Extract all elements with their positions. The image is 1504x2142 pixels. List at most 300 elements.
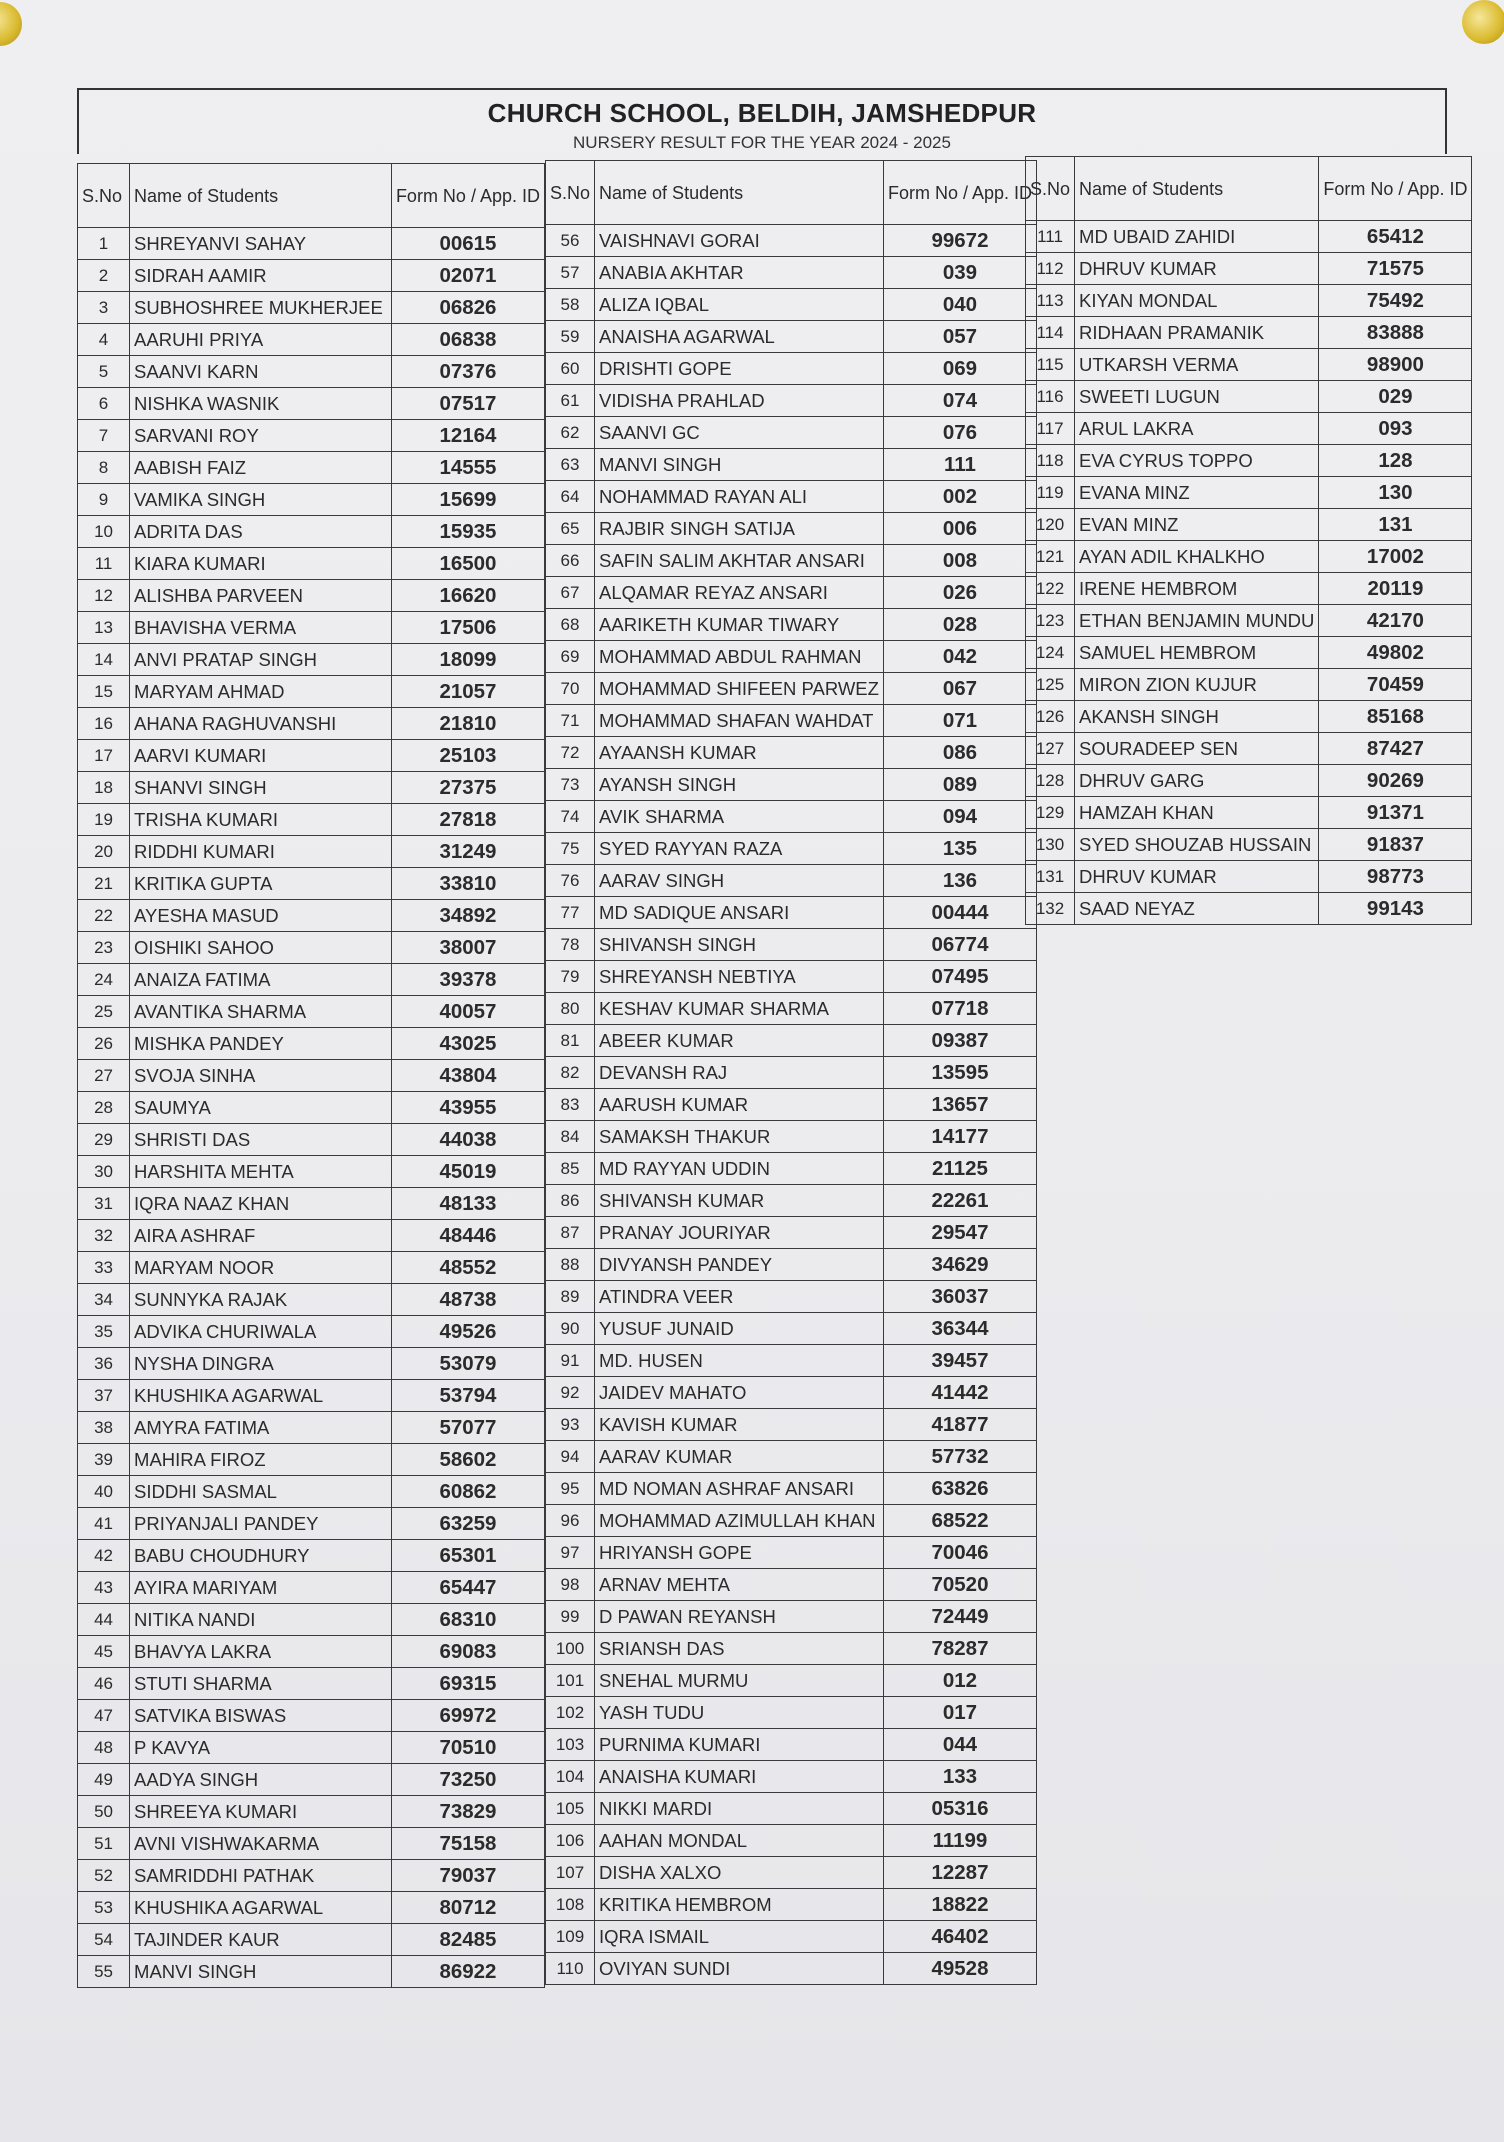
column-header-name: Name of Students — [1075, 157, 1319, 221]
form-number: 45019 — [391, 1156, 544, 1188]
student-name: AIRA ASHRAF — [130, 1220, 392, 1252]
table-row — [78, 836, 545, 868]
student-name: ADVIKA CHURIWALA — [130, 1316, 392, 1348]
table-row — [1026, 509, 1472, 541]
row-sno: 69 — [546, 641, 595, 673]
row-sno: 126 — [1026, 701, 1075, 733]
form-number: 06774 — [883, 929, 1036, 961]
form-number: 029 — [1319, 381, 1472, 413]
student-name: JAIDEV MAHATO — [595, 1377, 884, 1409]
table-row — [78, 1476, 545, 1508]
form-number: 21057 — [391, 676, 544, 708]
form-number: 006 — [883, 513, 1036, 545]
student-name: EVA CYRUS TOPPO — [1075, 445, 1319, 477]
table-row — [78, 772, 545, 804]
student-name: SAMAKSH THAKUR — [595, 1121, 884, 1153]
form-number: 75492 — [1319, 285, 1472, 317]
student-name: ANVI PRATAP SINGH — [130, 644, 392, 676]
form-number: 089 — [883, 769, 1036, 801]
row-sno: 35 — [78, 1316, 130, 1348]
table-row — [546, 1537, 1037, 1569]
row-sno: 100 — [546, 1633, 595, 1665]
result-table-block-2 — [545, 160, 1037, 1985]
table-row — [78, 932, 545, 964]
row-sno: 45 — [78, 1636, 130, 1668]
column-header-sno: S.No — [546, 161, 595, 225]
student-name: KRITIKA HEMBROM — [595, 1889, 884, 1921]
table-row — [546, 1857, 1037, 1889]
table-row — [78, 740, 545, 772]
row-sno: 41 — [78, 1508, 130, 1540]
student-name: P KAVYA — [130, 1732, 392, 1764]
student-name: AKANSH SINGH — [1075, 701, 1319, 733]
student-name: SIDDHI SASMAL — [130, 1476, 392, 1508]
student-name: SWEETI LUGUN — [1075, 381, 1319, 413]
form-number: 33810 — [391, 868, 544, 900]
table-row — [546, 481, 1037, 513]
table-row — [78, 1732, 545, 1764]
row-sno: 18 — [78, 772, 130, 804]
table-row — [546, 545, 1037, 577]
form-number: 49526 — [391, 1316, 544, 1348]
student-name: ANAISHA AGARWAL — [595, 321, 884, 353]
row-sno: 96 — [546, 1505, 595, 1537]
row-sno: 62 — [546, 417, 595, 449]
table-row — [1026, 381, 1472, 413]
student-name: KHUSHIKA AGARWAL — [130, 1892, 392, 1924]
row-sno: 99 — [546, 1601, 595, 1633]
student-name: DHRUV KUMAR — [1075, 861, 1319, 893]
row-sno: 12 — [78, 580, 130, 612]
row-sno: 8 — [78, 452, 130, 484]
form-number: 133 — [883, 1761, 1036, 1793]
form-number: 40057 — [391, 996, 544, 1028]
form-number: 044 — [883, 1729, 1036, 1761]
form-number: 074 — [883, 385, 1036, 417]
student-name: VAMIKA SINGH — [130, 484, 392, 516]
row-sno: 125 — [1026, 669, 1075, 701]
table-row — [546, 1121, 1037, 1153]
form-number: 46402 — [883, 1921, 1036, 1953]
row-sno: 107 — [546, 1857, 595, 1889]
table-row — [1026, 797, 1472, 829]
table-row — [1026, 893, 1472, 925]
table-row — [78, 356, 545, 388]
student-name: PURNIMA KUMARI — [595, 1729, 884, 1761]
table-row — [78, 1540, 545, 1572]
form-number: 067 — [883, 673, 1036, 705]
row-sno: 77 — [546, 897, 595, 929]
table-row — [78, 868, 545, 900]
row-sno: 52 — [78, 1860, 130, 1892]
row-sno: 46 — [78, 1668, 130, 1700]
student-name: SAFIN SALIM AKHTAR ANSARI — [595, 545, 884, 577]
form-number: 53079 — [391, 1348, 544, 1380]
form-number: 53794 — [391, 1380, 544, 1412]
row-sno: 83 — [546, 1089, 595, 1121]
row-sno: 90 — [546, 1313, 595, 1345]
row-sno: 7 — [78, 420, 130, 452]
row-sno: 66 — [546, 545, 595, 577]
form-number: 071 — [883, 705, 1036, 737]
form-number: 06838 — [391, 324, 544, 356]
student-name: ANAIZA FATIMA — [130, 964, 392, 996]
student-name: MAHIRA FIROZ — [130, 1444, 392, 1476]
pushpin-icon — [1462, 0, 1504, 44]
student-name: AARUHI PRIYA — [130, 324, 392, 356]
student-name: DHRUV GARG — [1075, 765, 1319, 797]
form-number: 15935 — [391, 516, 544, 548]
form-number: 094 — [883, 801, 1036, 833]
student-name: MOHAMMAD ABDUL RAHMAN — [595, 641, 884, 673]
student-name: UTKARSH VERMA — [1075, 349, 1319, 381]
student-name: MD RAYYAN UDDIN — [595, 1153, 884, 1185]
form-number: 042 — [883, 641, 1036, 673]
form-number: 69315 — [391, 1668, 544, 1700]
table-row — [1026, 829, 1472, 861]
table-row — [78, 452, 545, 484]
row-sno: 32 — [78, 1220, 130, 1252]
student-name: KIARA KUMARI — [130, 548, 392, 580]
student-name: SUNNYKA RAJAK — [130, 1284, 392, 1316]
column-header-form: Form No / App. ID — [391, 164, 544, 228]
row-sno: 55 — [78, 1956, 130, 1988]
table-row — [78, 484, 545, 516]
table-row — [78, 548, 545, 580]
table-row — [78, 612, 545, 644]
form-number: 69972 — [391, 1700, 544, 1732]
table-row — [1026, 253, 1472, 285]
table-row — [78, 1028, 545, 1060]
form-number: 128 — [1319, 445, 1472, 477]
student-name: TRISHA KUMARI — [130, 804, 392, 836]
form-number: 21810 — [391, 708, 544, 740]
form-number: 07517 — [391, 388, 544, 420]
table-row — [1026, 477, 1472, 509]
form-number: 130 — [1319, 477, 1472, 509]
form-number: 017 — [883, 1697, 1036, 1729]
table-row — [546, 1921, 1037, 1953]
student-name: MOHAMMAD AZIMULLAH KHAN — [595, 1505, 884, 1537]
student-name: ANABIA AKHTAR — [595, 257, 884, 289]
result-table-block-1 — [77, 163, 545, 1988]
form-number: 57732 — [883, 1441, 1036, 1473]
student-name: SOURADEEP SEN — [1075, 733, 1319, 765]
row-sno: 22 — [78, 900, 130, 932]
form-number: 17002 — [1319, 541, 1472, 573]
form-number: 18822 — [883, 1889, 1036, 1921]
student-name: SHREYANVI SAHAY — [130, 228, 392, 260]
form-number: 12164 — [391, 420, 544, 452]
table-row — [78, 1572, 545, 1604]
student-name: D PAWAN REYANSH — [595, 1601, 884, 1633]
column-header-form: Form No / App. ID — [883, 161, 1036, 225]
student-name: KRITIKA GUPTA — [130, 868, 392, 900]
row-sno: 79 — [546, 961, 595, 993]
form-number: 65412 — [1319, 221, 1472, 253]
row-sno: 88 — [546, 1249, 595, 1281]
form-number: 43025 — [391, 1028, 544, 1060]
form-number: 73250 — [391, 1764, 544, 1796]
student-name: AYAN ADIL KHALKHO — [1075, 541, 1319, 573]
student-name: BHAVISHA VERMA — [130, 612, 392, 644]
row-sno: 82 — [546, 1057, 595, 1089]
table-row — [78, 676, 545, 708]
form-number: 36344 — [883, 1313, 1036, 1345]
row-sno: 5 — [78, 356, 130, 388]
form-number: 36037 — [883, 1281, 1036, 1313]
form-number: 48133 — [391, 1188, 544, 1220]
form-number: 75158 — [391, 1828, 544, 1860]
table-row — [546, 1889, 1037, 1921]
student-name: SNEHAL MURMU — [595, 1665, 884, 1697]
student-name: SHIVANSH KUMAR — [595, 1185, 884, 1217]
student-name: MOHAMMAD SHAFAN WAHDAT — [595, 705, 884, 737]
student-name: RIDHAAN PRAMANIK — [1075, 317, 1319, 349]
table-row — [546, 1793, 1037, 1825]
table-row — [1026, 221, 1472, 253]
form-number: 06826 — [391, 292, 544, 324]
table-row — [78, 324, 545, 356]
table-row — [546, 1761, 1037, 1793]
row-sno: 68 — [546, 609, 595, 641]
row-sno: 115 — [1026, 349, 1075, 381]
table-row — [78, 1252, 545, 1284]
row-sno: 102 — [546, 1697, 595, 1729]
form-number: 11199 — [883, 1825, 1036, 1857]
table-row — [78, 1828, 545, 1860]
row-sno: 117 — [1026, 413, 1075, 445]
row-sno: 110 — [546, 1953, 595, 1985]
student-name: MD NOMAN ASHRAF ANSARI — [595, 1473, 884, 1505]
result-table-block-3 — [1025, 156, 1472, 925]
row-sno: 51 — [78, 1828, 130, 1860]
form-number: 71575 — [1319, 253, 1472, 285]
table-row — [78, 292, 545, 324]
student-name: SAUMYA — [130, 1092, 392, 1124]
student-name: AYESHA MASUD — [130, 900, 392, 932]
result-title: NURSERY RESULT FOR THE YEAR 2024 - 2025 — [573, 133, 951, 152]
row-sno: 16 — [78, 708, 130, 740]
row-sno: 23 — [78, 932, 130, 964]
form-number: 14177 — [883, 1121, 1036, 1153]
row-sno: 39 — [78, 1444, 130, 1476]
student-name: HARSHITA MEHTA — [130, 1156, 392, 1188]
table-row — [78, 1668, 545, 1700]
table-row — [78, 708, 545, 740]
student-name: SYED SHOUZAB HUSSAIN — [1075, 829, 1319, 861]
student-name: ALIZA IQBAL — [595, 289, 884, 321]
student-name: SARVANI ROY — [130, 420, 392, 452]
form-number: 29547 — [883, 1217, 1036, 1249]
student-name: NITIKA NANDI — [130, 1604, 392, 1636]
student-name: AARAV KUMAR — [595, 1441, 884, 1473]
student-name: HRIYANSH GOPE — [595, 1537, 884, 1569]
student-name: SAANVI GC — [595, 417, 884, 449]
row-sno: 119 — [1026, 477, 1075, 509]
student-name: ALISHBA PARVEEN — [130, 580, 392, 612]
student-name: DISHA XALXO — [595, 1857, 884, 1889]
row-sno: 6 — [78, 388, 130, 420]
row-sno: 120 — [1026, 509, 1075, 541]
row-sno: 48 — [78, 1732, 130, 1764]
table-row — [546, 1217, 1037, 1249]
row-sno: 15 — [78, 676, 130, 708]
student-name: SRIANSH DAS — [595, 1633, 884, 1665]
row-sno: 76 — [546, 865, 595, 897]
row-sno: 65 — [546, 513, 595, 545]
row-sno: 106 — [546, 1825, 595, 1857]
table-row — [546, 321, 1037, 353]
form-number: 63259 — [391, 1508, 544, 1540]
student-name: KAVISH KUMAR — [595, 1409, 884, 1441]
table-row — [78, 420, 545, 452]
table-row — [546, 1025, 1037, 1057]
student-name: SAMRIDDHI PATHAK — [130, 1860, 392, 1892]
student-name: AAHAN MONDAL — [595, 1825, 884, 1857]
row-sno: 101 — [546, 1665, 595, 1697]
form-number: 34892 — [391, 900, 544, 932]
form-number: 68522 — [883, 1505, 1036, 1537]
student-name: MISHKA PANDEY — [130, 1028, 392, 1060]
table-row — [1026, 349, 1472, 381]
table-row — [78, 1092, 545, 1124]
form-number: 70459 — [1319, 669, 1472, 701]
table-row — [546, 929, 1037, 961]
table-row — [546, 1953, 1037, 1985]
form-number: 27818 — [391, 804, 544, 836]
student-name: NYSHA DINGRA — [130, 1348, 392, 1380]
table-row — [546, 1313, 1037, 1345]
form-number: 07495 — [883, 961, 1036, 993]
form-number: 41877 — [883, 1409, 1036, 1441]
row-sno: 97 — [546, 1537, 595, 1569]
form-number: 79037 — [391, 1860, 544, 1892]
table-row — [546, 1601, 1037, 1633]
column-header-name: Name of Students — [595, 161, 884, 225]
form-number: 20119 — [1319, 573, 1472, 605]
form-number: 41442 — [883, 1377, 1036, 1409]
table-row — [78, 1220, 545, 1252]
document-header — [77, 88, 1447, 154]
table-row — [78, 388, 545, 420]
student-name: ALQAMAR REYAZ ANSARI — [595, 577, 884, 609]
pushpin-icon — [0, 2, 22, 46]
student-name: ABEER KUMAR — [595, 1025, 884, 1057]
column-header-sno: S.No — [1026, 157, 1075, 221]
student-name: MARYAM AHMAD — [130, 676, 392, 708]
student-name: SAANVI KARN — [130, 356, 392, 388]
form-number: 73829 — [391, 1796, 544, 1828]
table-row — [1026, 765, 1472, 797]
student-name: RIDDHI KUMARI — [130, 836, 392, 868]
student-name: ANAISHA KUMARI — [595, 1761, 884, 1793]
form-number: 02071 — [391, 260, 544, 292]
student-name: SIDRAH AAMIR — [130, 260, 392, 292]
row-sno: 60 — [546, 353, 595, 385]
student-name: MD UBAID ZAHIDI — [1075, 221, 1319, 253]
table-row — [78, 996, 545, 1028]
student-name: MANVI SINGH — [130, 1956, 392, 1988]
row-sno: 86 — [546, 1185, 595, 1217]
row-sno: 37 — [78, 1380, 130, 1412]
table-row — [546, 897, 1037, 929]
row-sno: 123 — [1026, 605, 1075, 637]
student-name: IQRA ISMAIL — [595, 1921, 884, 1953]
table-row — [1026, 413, 1472, 445]
student-name: SVOJA SINHA — [130, 1060, 392, 1092]
table-row — [78, 644, 545, 676]
table-row — [78, 1700, 545, 1732]
student-name: SHREEYA KUMARI — [130, 1796, 392, 1828]
form-number: 002 — [883, 481, 1036, 513]
student-name: IQRA NAAZ KHAN — [130, 1188, 392, 1220]
table-row — [78, 804, 545, 836]
table-row — [546, 1697, 1037, 1729]
row-sno: 81 — [546, 1025, 595, 1057]
table-row — [1026, 317, 1472, 349]
table-row — [1026, 669, 1472, 701]
student-name: TAJINDER KAUR — [130, 1924, 392, 1956]
table-row — [78, 964, 545, 996]
student-name: AVIK SHARMA — [595, 801, 884, 833]
table-row — [546, 993, 1037, 1025]
table-row — [1026, 637, 1472, 669]
form-number: 16500 — [391, 548, 544, 580]
row-sno: 25 — [78, 996, 130, 1028]
form-number: 39378 — [391, 964, 544, 996]
row-sno: 130 — [1026, 829, 1075, 861]
table-row — [546, 1409, 1037, 1441]
student-name: YUSUF JUNAID — [595, 1313, 884, 1345]
form-number: 111 — [883, 449, 1036, 481]
form-number: 69083 — [391, 1636, 544, 1668]
row-sno: 56 — [546, 225, 595, 257]
row-sno: 53 — [78, 1892, 130, 1924]
table-row — [546, 225, 1037, 257]
student-name: AVNI VISHWAKARMA — [130, 1828, 392, 1860]
row-sno: 67 — [546, 577, 595, 609]
form-number: 34629 — [883, 1249, 1036, 1281]
row-sno: 124 — [1026, 637, 1075, 669]
student-name: OISHIKI SAHOO — [130, 932, 392, 964]
student-name: AARVI KUMARI — [130, 740, 392, 772]
row-sno: 113 — [1026, 285, 1075, 317]
student-name: AYIRA MARIYAM — [130, 1572, 392, 1604]
row-sno: 21 — [78, 868, 130, 900]
table-row — [546, 801, 1037, 833]
form-number: 60862 — [391, 1476, 544, 1508]
row-sno: 92 — [546, 1377, 595, 1409]
form-number: 136 — [883, 865, 1036, 897]
form-number: 27375 — [391, 772, 544, 804]
school-name: CHURCH SCHOOL, BELDIH, JAMSHEDPUR — [487, 98, 1037, 128]
form-number: 91837 — [1319, 829, 1472, 861]
table-row — [546, 865, 1037, 897]
table-row — [78, 1764, 545, 1796]
student-name: SAMUEL HEMBROM — [1075, 637, 1319, 669]
row-sno: 34 — [78, 1284, 130, 1316]
table-row — [546, 417, 1037, 449]
form-number: 87427 — [1319, 733, 1472, 765]
table-row — [78, 1380, 545, 1412]
table-row — [546, 1249, 1037, 1281]
table-row — [546, 353, 1037, 385]
table-row — [546, 609, 1037, 641]
row-sno: 98 — [546, 1569, 595, 1601]
form-number: 093 — [1319, 413, 1472, 445]
row-sno: 42 — [78, 1540, 130, 1572]
